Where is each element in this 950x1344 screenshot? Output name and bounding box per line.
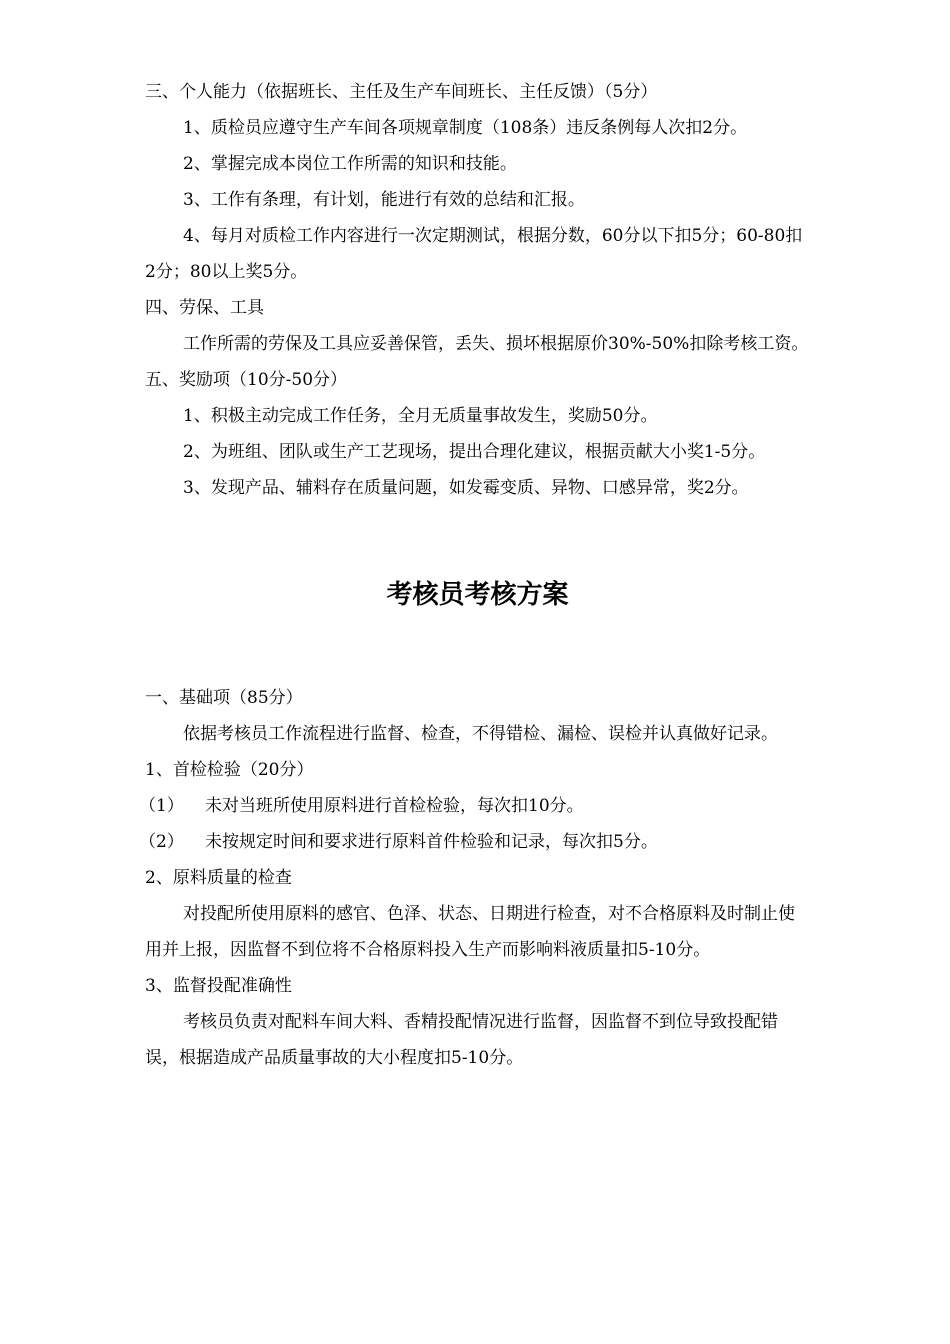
section4-heading: 四、劳保、工具 — [145, 298, 264, 318]
sub1-item-1-text: 未对当班所使用原料进行首检检验，每次扣10分。 — [205, 796, 584, 816]
sub3-heading: 3、监督投配准确性 — [145, 976, 292, 996]
document-page — [139, 74, 810, 1076]
sub1-item-1-number: （1） — [139, 796, 184, 816]
document-title: 考核员考核方案 — [386, 580, 569, 610]
part1-intro: 依据考核员工作流程进行监督、检查，不得错检、漏检、误检并认真做好记录。 — [183, 724, 778, 744]
spacer — [145, 615, 810, 680]
section5-heading: 五、奖励项（10分-50分） — [145, 370, 348, 390]
sub2-body: 对投配所使用原料的感官、色泽、状态、日期进行检查，对不合格原料及时制止使用并上报，因监督不到位将不合格原料投入生产而影响料液质量扣5-10分。 — [145, 904, 795, 960]
section3-item-2: 2、掌握完成本岗位工作所需的知识和技能。 — [183, 154, 517, 174]
section3-item-3: 3、工作有条理，有计划，能进行有效的总结和汇报。 — [183, 190, 585, 210]
part1-heading: 一、基础项（85分） — [145, 688, 303, 708]
section4-body: 工作所需的劳保及工具应妥善保管，丢失、损坏根据原价30%-50%扣除考核工资。 — [183, 334, 809, 354]
sub1-item-2-number: （2） — [139, 832, 184, 852]
section3-heading: 三、个人能力（依据班长、主任及生产车间班长、主任反馈）（5分） — [145, 82, 658, 102]
spacer — [145, 506, 810, 575]
section5-item-2: 2、为班组、团队或生产工艺现场，提出合理化建议，根据贡献大小奖1-5分。 — [183, 442, 766, 462]
section3-item-4: 4、每月对质检工作内容进行一次定期测试，根据分数，60分以下扣5分；60-80扣2分；80以上奖5分。 — [145, 226, 803, 282]
section3-item-1: 1、质检员应遵守生产车间各项规章制度（108条）违反条例每人次扣2分。 — [183, 118, 748, 138]
sub3-body: 考核员负责对配料车间大料、香精投配情况进行监督，因监督不到位导致投配错误，根据造成产品质量事故的大小程度扣5-10分。 — [145, 1012, 778, 1068]
sub1-item-1 — [139, 788, 810, 824]
sub1-item-2-text: 未按规定时间和要求进行原料首件检验和记录，每次扣5分。 — [205, 832, 658, 852]
section5-item-3: 3、发现产品、辅料存在质量问题，如发霉变质、异物、口感异常，奖2分。 — [183, 478, 749, 498]
sub2-heading: 2、原料质量的检查 — [145, 868, 292, 888]
sub1-item-2 — [139, 824, 810, 860]
section5-item-1: 1、积极主动完成工作任务，全月无质量事故发生，奖励50分。 — [183, 406, 658, 426]
sub1-heading: 1、首检检验（20分） — [145, 760, 314, 780]
